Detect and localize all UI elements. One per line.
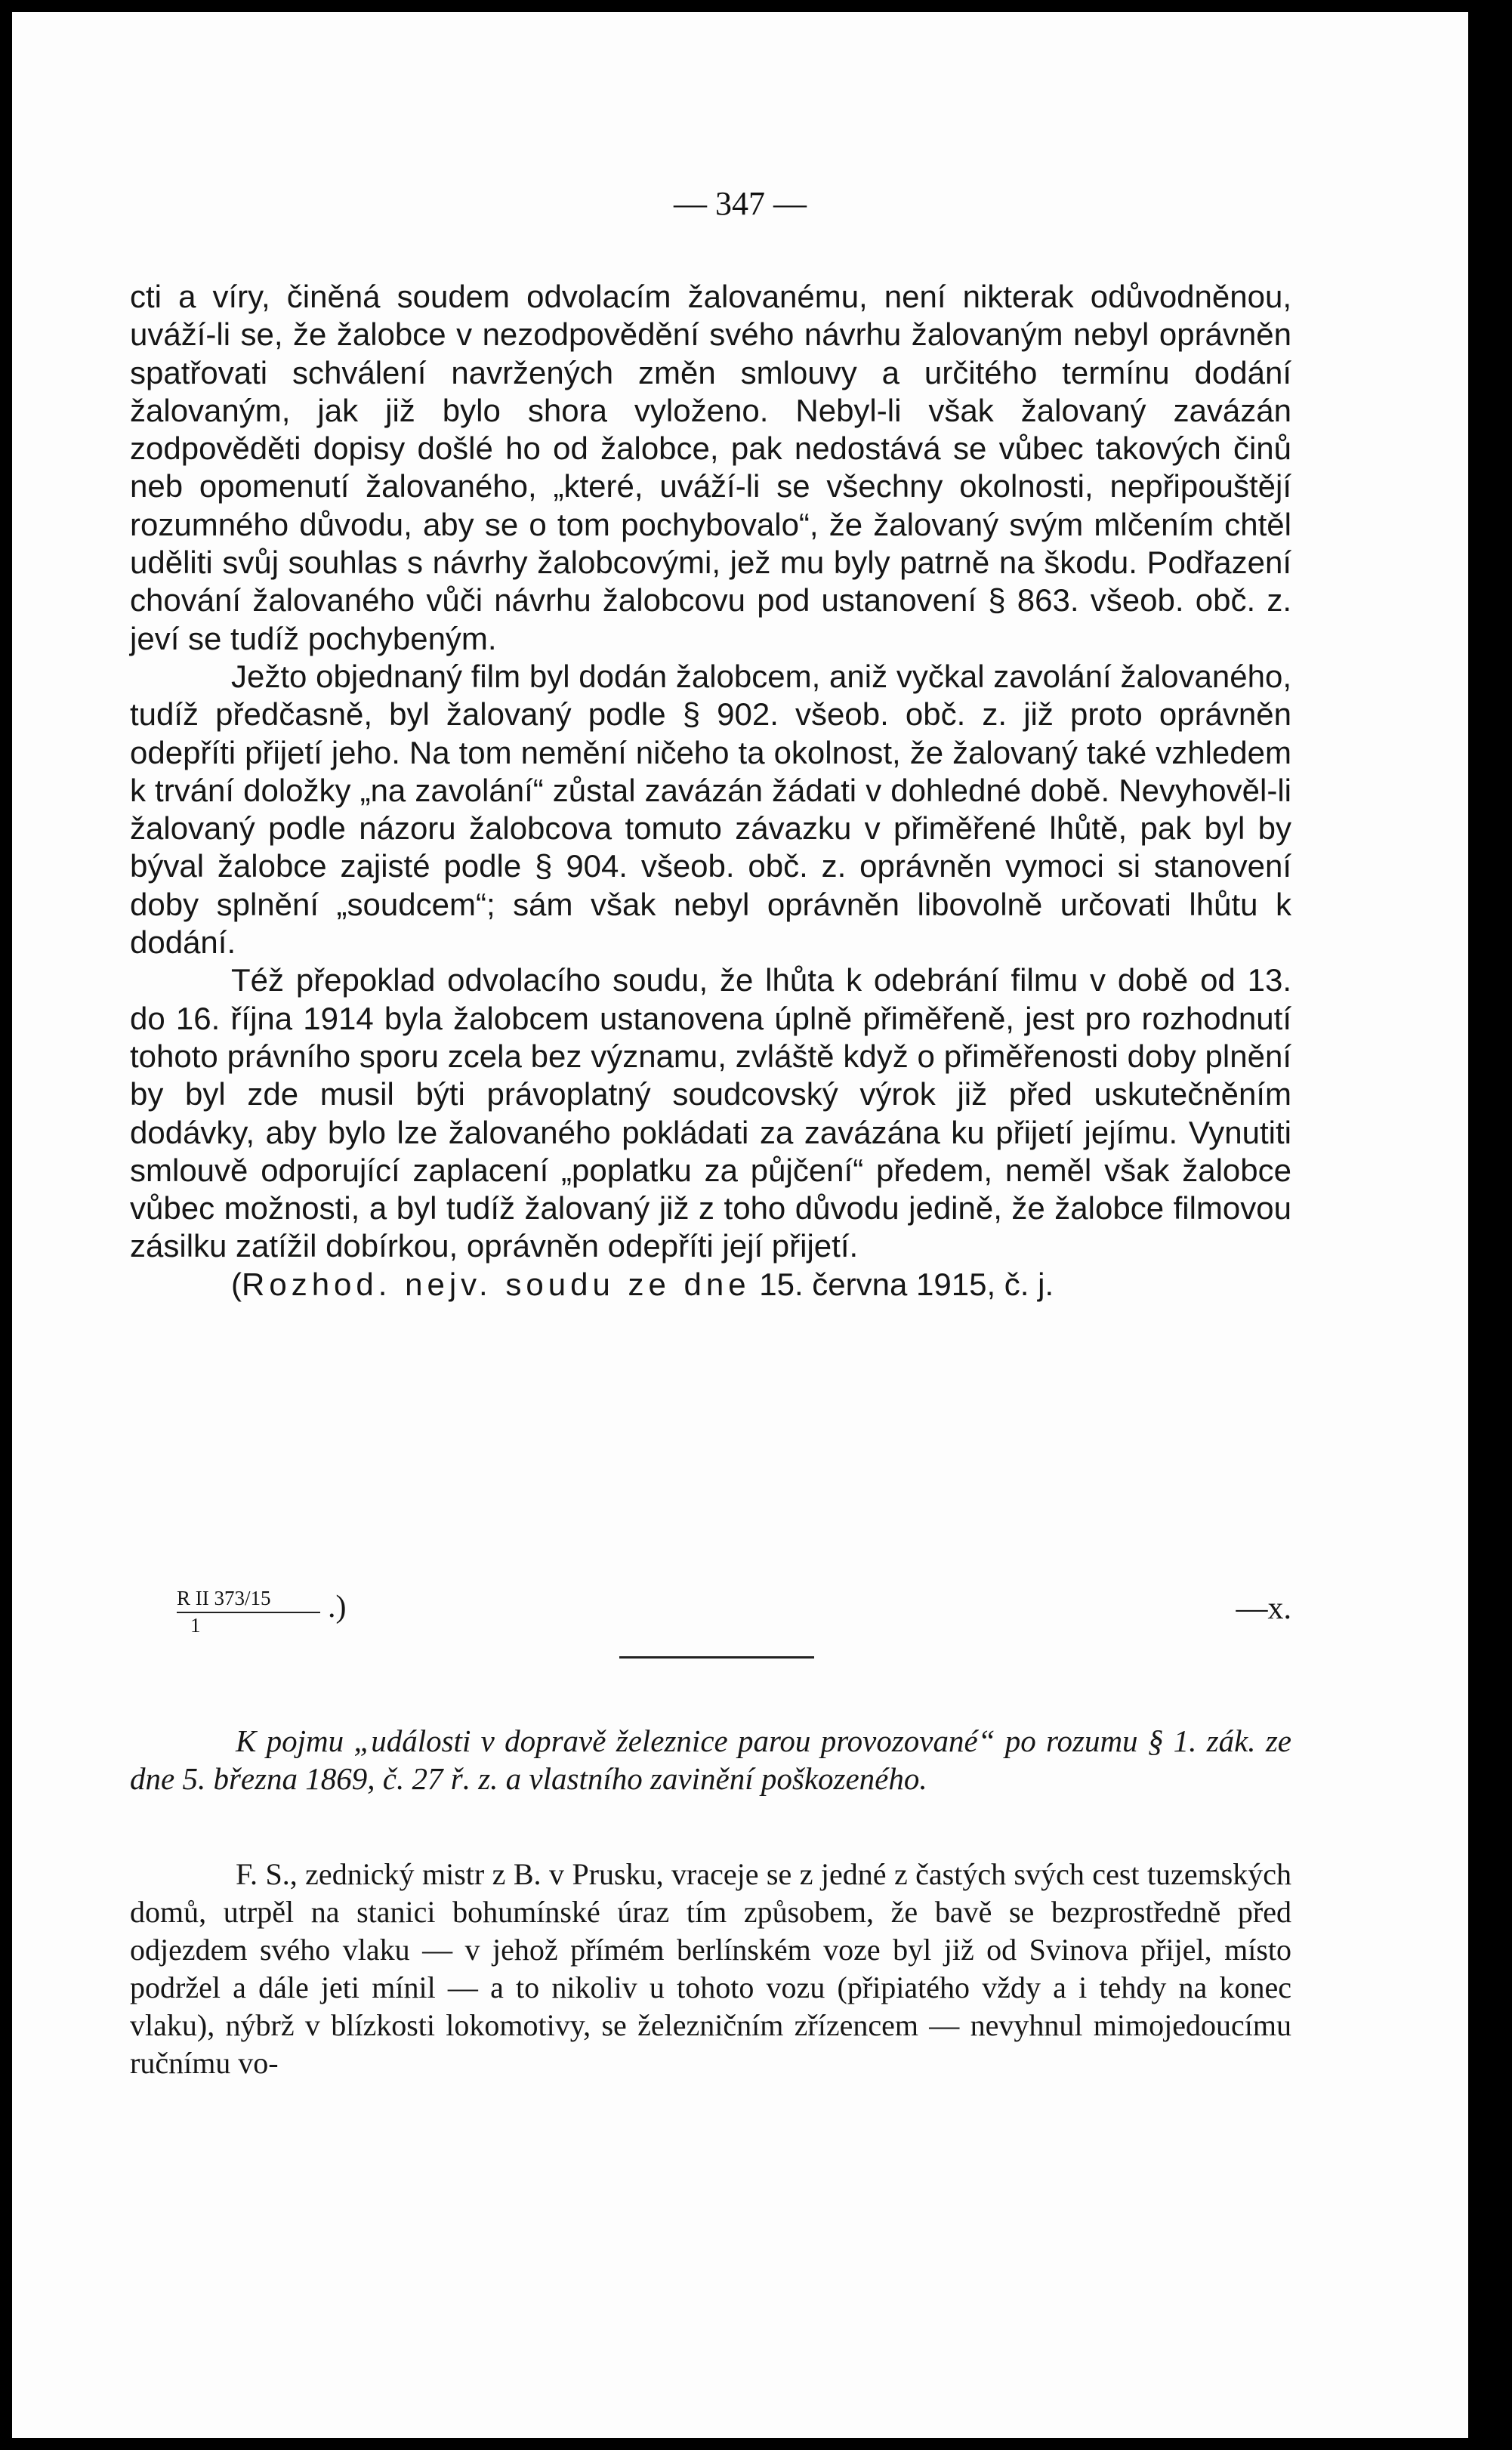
- paragraph-4-citation: [130, 1266, 1291, 1304]
- lower-body-text: [130, 1856, 1291, 2082]
- citation-date-text: 15. června 1915, č. j.: [750, 1266, 1054, 1302]
- document-page: [12, 12, 1468, 2438]
- section-heading: K pojmu „události v dopravě železnice parou provozované“ po rozumu § 1. zák. ze dne 5. března 1869, č. 27 ř. z. a vlastního zavinění poškozeného.: [130, 1723, 1291, 1796]
- citation-close: .): [328, 1590, 347, 1625]
- case-number-fraction: [177, 1586, 320, 1637]
- page-number: — 347 —: [674, 185, 807, 222]
- citation-open-paren: (: [231, 1266, 242, 1302]
- paragraph-1: cti a víry, činěná soudem odvolacím žalovanému, není nikterak odůvodněnou, uváží-li se, že žalobce v nezodpovědění svého návrhu žalovaným nebyl oprávněn spatřovati schválení navržených změn smlouvy a určitého termínu dodání žalovaným, jak již bylo shora vyloženo. Nebyl-li však žalovaný zavázán zodpověděti dopisy došlé ho od žalobce, pak nedostává se vůbec takových činů neb opomenutí žalovaného, „které, uváží-li se všechny okolnosti, nepřipouštějí rozumného důvodu, aby se o tom pochybovalo“, že žalovaný svým mlčením chtěl uděliti svůj souhlas s návrhy žalobcovými, jež mu byly patrně na škodu. Podřazení chování žalovaného vůči návrhu žalobcovu pod ustanovení § 863. všeob. obč. z. jeví se tudíž pochybeným.: [130, 279, 1291, 656]
- case-number-denominator: 1: [190, 1614, 201, 1637]
- section-divider: [619, 1656, 814, 1659]
- author-signature: —x.: [1236, 1591, 1291, 1626]
- scan-border: [1468, 0, 1512, 2450]
- lower-paragraph-1: F. S., zednický mistr z B. v Prusku, vraceje se z jedné z častých svých cest tuzemských domů, utrpěl na stanici bohumínské úraz tím způsobem, že bavě se bezprostředně před odjezdem svého vlaku — v jehož přímém berlínském voze byl již od Svinova přijel, místo podržel a dále jeti mínil — a to nikoliv u tohoto vozu (připiatého vždy a i tehdy na konec vlaku), nýbrž v blízkosti lokomotivy, se železničním zřízencem — nevyhnul mimojedoucímu ručnímu vo-: [130, 1857, 1291, 2080]
- citation-spaced-text: Rozhod. nejv. soudu ze dne: [242, 1266, 751, 1302]
- citation-row: [130, 1586, 1291, 1646]
- body-text: [130, 278, 1291, 1304]
- case-number-numerator: R II 373/15: [177, 1586, 320, 1613]
- paragraph-3: Též přepoklad odvolacího soudu, že lhůta k odebrání filmu v době od 13. do 16. října 1914 byla žalobcem ustanovena úplně přiměřeně, jest pro rozhodnutí tohoto právního sporu zcela bez významu, zvláště když o přiměřenosti doby plnění by byl zde musil býti právoplatný soudcovský výrok již před uskutečněním dodávky, aby bylo lze žalovaného pokládati za zavázána ku přijetí jejímu. Vynutiti smlouvě odporující zaplacení „poplatku za půjčení“ předem, neměl však žalobce vůbec možnosti, a byl tudíž žalovaný již z toho důvodu jedině, že žalobce filmovou zásilku zatížil dobírkou, oprávněn odepříti její přijetí.: [130, 962, 1291, 1264]
- paragraph-2: Ježto objednaný film byl dodán žalobcem, aniž vyčkal zavolání žalovaného, tudíž předčasně, byl žalovaný podle § 902. všeob. obč. z. již proto oprávněn odepříti přijetí jeho. Na tom nemění ničeho ta okolnost, že žalovaný také vzhledem k trvání doložky „na zavolání“ zůstal zavázán žádati v dohledné době. Nevyhověl-li žalovaný podle názoru žalobcova tomuto závazku v přiměřené lhůtě, pak byl by býval žalobce zajisté podle § 904. všeob. obč. z. oprávněn vymoci si stanovení doby splnění „soudcem“; sám však nebyl oprávněn libovolně určovati lhůtu k dodání.: [130, 658, 1291, 961]
